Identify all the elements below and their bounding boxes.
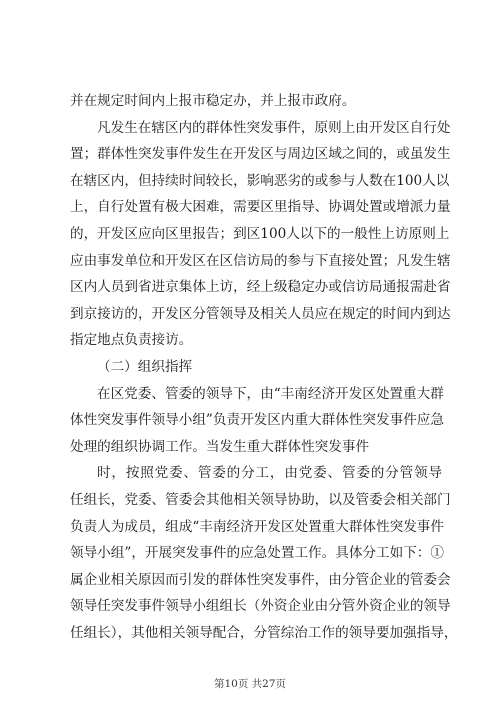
page-number-footer: 第10页 共27页 bbox=[213, 678, 287, 690]
text-line: 应由事发单位和开发区在区信访局的参与下直接处置；凡发生辖 bbox=[70, 252, 451, 269]
text-line: 处理的组织协调工作。当发生重大群体性突发事件 bbox=[70, 438, 370, 455]
text-line: 置；群体性突发事件发生在开发区与周边区域之间的，或虽发生 bbox=[70, 146, 451, 163]
text-line: 区内人员到省进京集体上访，经上级稳定办或信访局通报需赴省 bbox=[70, 279, 451, 296]
text-line: 的，开发区应向区里报告；到区100人以下的一般性上访原则上 bbox=[70, 225, 450, 242]
text-line: 体性突发事件领导小组”负责开发区内重大群体性突发事件应急 bbox=[70, 412, 444, 429]
text-line: 凡发生在辖区内的群体性突发事件，原则上由开发区自行处 bbox=[97, 119, 451, 136]
section-heading: （二）组织指挥 bbox=[97, 358, 193, 375]
text-line: 到京接访的，开发区分管领导及相关人员应在规定的时间内到达 bbox=[70, 305, 451, 322]
text-line: 时，按照党委、管委的分工，由党委、管委的分管领导 bbox=[97, 465, 442, 482]
document-body bbox=[70, 88, 458, 646]
text-line: 负责人为成员，组成“丰南经济开发区处置重大群体性突发事件 bbox=[70, 518, 444, 535]
text-line: 并在规定时间内上报市稳定办，并上报市政府。 bbox=[70, 93, 356, 109]
text-line: 属企业相关原因而引发的群体性突发事件，由分管企业的管委会 bbox=[70, 571, 451, 588]
text-line: 任组长，党委、管委会其他相关领导协助，以及管委会相关部门 bbox=[70, 491, 451, 508]
text-line: 指定地点负责接访。 bbox=[70, 332, 193, 349]
text-line: 任组长），其他相关领导配合，分管综治工作的领导要加强指导， bbox=[70, 624, 458, 641]
text-line: 领导小组”，开展突发事件的应急处置工作。具体分工如下：① bbox=[70, 545, 444, 562]
text-line: 上，自行处置有极大困难，需要区里指导、协调处置或增派力量 bbox=[70, 199, 451, 216]
text-line: 在辖区内，但持续时间较长，影响恶劣的或参与人数在100人以 bbox=[70, 172, 450, 189]
text-line: 领导任突发事件领导小组组长（外资企业由分管外资企业的领导 bbox=[70, 598, 451, 615]
text-line: 在区党委、管委的领导下，由“丰南经济开发区处置重大群 bbox=[97, 385, 444, 402]
